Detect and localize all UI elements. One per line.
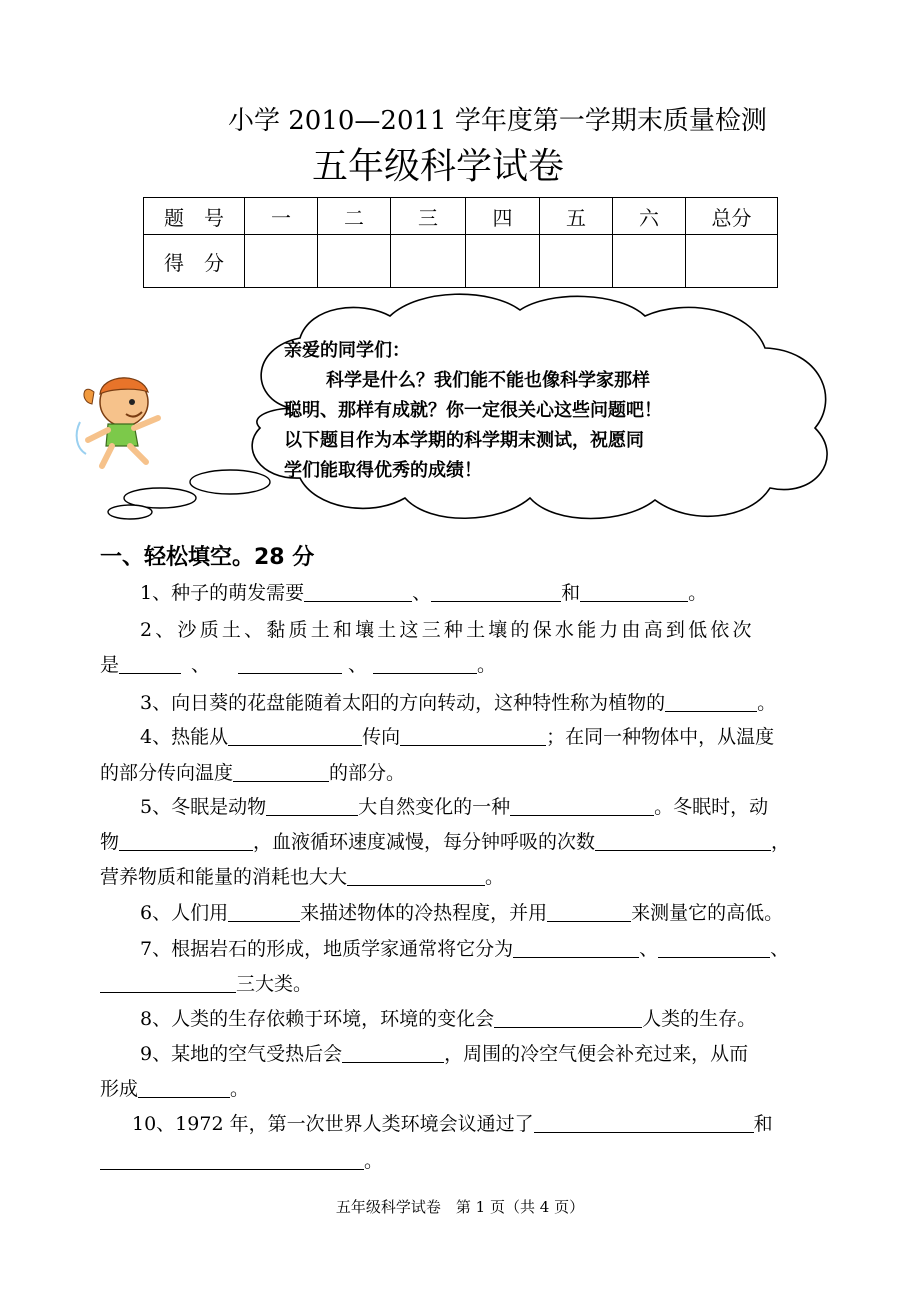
question-text: ，血液循环速度减慢，每分钟呼吸的次数 [253,831,596,853]
exam-header-line1: 小学 2010—2011 学年度第一学期末质量检测 [228,106,767,136]
question-5 [140,792,768,819]
cloud-line: 科学是什么？我们能不能也像科学家那样 [326,370,650,391]
question-4-cont [100,758,405,785]
question-text: 。 [364,1150,384,1172]
answer-blank[interactable] [228,726,362,746]
score-header-cell: 三 [391,198,466,235]
score-table-header-row [144,198,778,235]
answer-blank[interactable] [580,582,688,602]
question-text: 和 [753,1113,773,1135]
question-text: 的部分。 [329,762,406,784]
section-title: 一、轻松填空。28 分 [100,545,315,570]
question-text: 物 [100,831,120,853]
answer-blank[interactable] [665,692,757,712]
answer-blank[interactable] [238,654,342,674]
question-text: 10、1972 年，第一次世界人类环境会议通过了 [132,1113,534,1135]
score-header-cell: 五 [540,198,613,235]
question-text: 。 [688,582,708,604]
answer-blank[interactable] [228,902,300,922]
answer-blank[interactable] [100,973,236,993]
score-header-cell: 六 [613,198,686,235]
score-table-score-row [144,235,778,288]
score-input-cell[interactable] [466,235,540,288]
answer-blank[interactable] [342,1043,444,1063]
page-footer: 五年级科学试卷 第 1 页（共 4 页） [335,1198,585,1216]
question-10-cont [100,1146,383,1173]
cloud-greeting: 亲爱的同学们： [284,340,410,361]
question-text: 。 [477,654,497,676]
question-text: 、 [770,938,790,960]
exam-title: 五年级科学试卷 [312,146,565,187]
score-header-cell: 一 [245,198,318,235]
score-input-cell[interactable] [245,235,318,288]
question-1 [140,578,707,605]
answer-blank[interactable] [373,654,477,674]
score-header-cell: 四 [466,198,540,235]
score-header-cell: 二 [318,198,391,235]
question-text: 大自然变化的一种 [358,796,511,818]
score-input-cell[interactable] [686,235,778,288]
question-4 [140,722,774,749]
question-text: ，周围的冷空气便会补充过来，从而 [444,1043,749,1065]
question-text: 、 [639,938,659,960]
question-2-cont [100,650,496,677]
answer-blank[interactable] [431,582,561,602]
score-row-label: 得 分 [144,235,245,288]
question-text: 5、冬眠是动物 [140,796,267,818]
question-text: 来测量它的高低。 [631,902,784,924]
question-text: 。 [485,866,505,888]
answer-blank[interactable] [400,726,546,746]
answer-blank[interactable] [510,796,654,816]
question-10 [132,1109,773,1136]
question-text: 三大类。 [236,973,313,995]
answer-blank[interactable] [233,762,329,782]
question-text: 来描述物体的冷热程度，并用 [300,902,548,924]
question-text: 人类的生存。 [642,1008,757,1030]
question-text: 7、根据岩石的形成，地质学家通常将它分为 [140,938,514,960]
answer-blank[interactable] [547,902,631,922]
question-5-cont2 [100,862,504,889]
question-2: 2、沙质土、黏质土和壤土这三种土壤的保水能力由高到低依次 [140,619,755,641]
question-9-cont [100,1074,249,1101]
answer-blank[interactable] [266,796,358,816]
question-text: 。冬眠时，动 [654,796,769,818]
score-header-cell: 题 号 [144,198,245,235]
question-7-cont [100,969,312,996]
answer-blank[interactable] [119,831,253,851]
cloud-line: 学们能取得优秀的成绩！ [284,460,482,481]
cloud-line: 以下题目作为本学期的科学期末测试，祝愿同 [284,430,644,451]
question-3 [140,688,776,715]
running-child-icon [72,362,172,472]
question-8 [140,1004,756,1031]
score-table [143,197,778,288]
question-text: ， [771,831,791,853]
question-text: 3、向日葵的花盘能随着太阳的方向转动，这种特性称为植物的 [140,692,666,714]
answer-blank[interactable] [534,1113,754,1133]
answer-blank[interactable] [304,582,412,602]
question-text: 。 [757,692,777,714]
question-text: 、 [191,654,211,676]
question-6 [140,898,783,925]
question-text: 8、人类的生存依赖于环境，环境的变化会 [140,1008,495,1030]
answer-blank[interactable] [595,831,771,851]
score-input-cell[interactable] [613,235,686,288]
question-text: 形成 [100,1078,139,1100]
question-9 [140,1039,748,1066]
question-text: 和 [561,582,581,604]
question-text: 传向 [362,726,401,748]
score-input-cell[interactable] [318,235,391,288]
answer-blank[interactable] [494,1008,642,1028]
cloud-line: 聪明、那样有成就？你一定很关心这些问题吧！ [284,400,662,421]
score-header-cell: 总分 [686,198,778,235]
question-text: 9、某地的空气受热后会 [140,1043,343,1065]
question-text: ；在同一种物体中，从温度 [546,726,775,748]
question-text: 4、热能从 [140,726,229,748]
answer-blank[interactable] [347,866,485,886]
question-text: 、 [348,654,368,676]
question-text: 是 [100,654,120,676]
question-text: 的部分传向温度 [100,762,234,784]
answer-blank[interactable] [138,1078,230,1098]
answer-blank[interactable] [100,1150,364,1170]
question-7 [140,934,789,961]
question-5-cont [100,827,790,854]
answer-blank[interactable] [658,938,770,958]
cloud-message [284,336,724,486]
answer-blank[interactable] [119,654,181,674]
score-input-cell[interactable] [540,235,613,288]
question-text: 、 [412,582,432,604]
question-text: 6、人们用 [140,902,229,924]
question-text: 营养物质和能量的消耗也大大 [100,866,348,888]
question-text: 。 [230,1078,250,1100]
question-text: 1、种子的萌发需要 [140,582,305,604]
answer-blank[interactable] [513,938,639,958]
score-input-cell[interactable] [391,235,466,288]
